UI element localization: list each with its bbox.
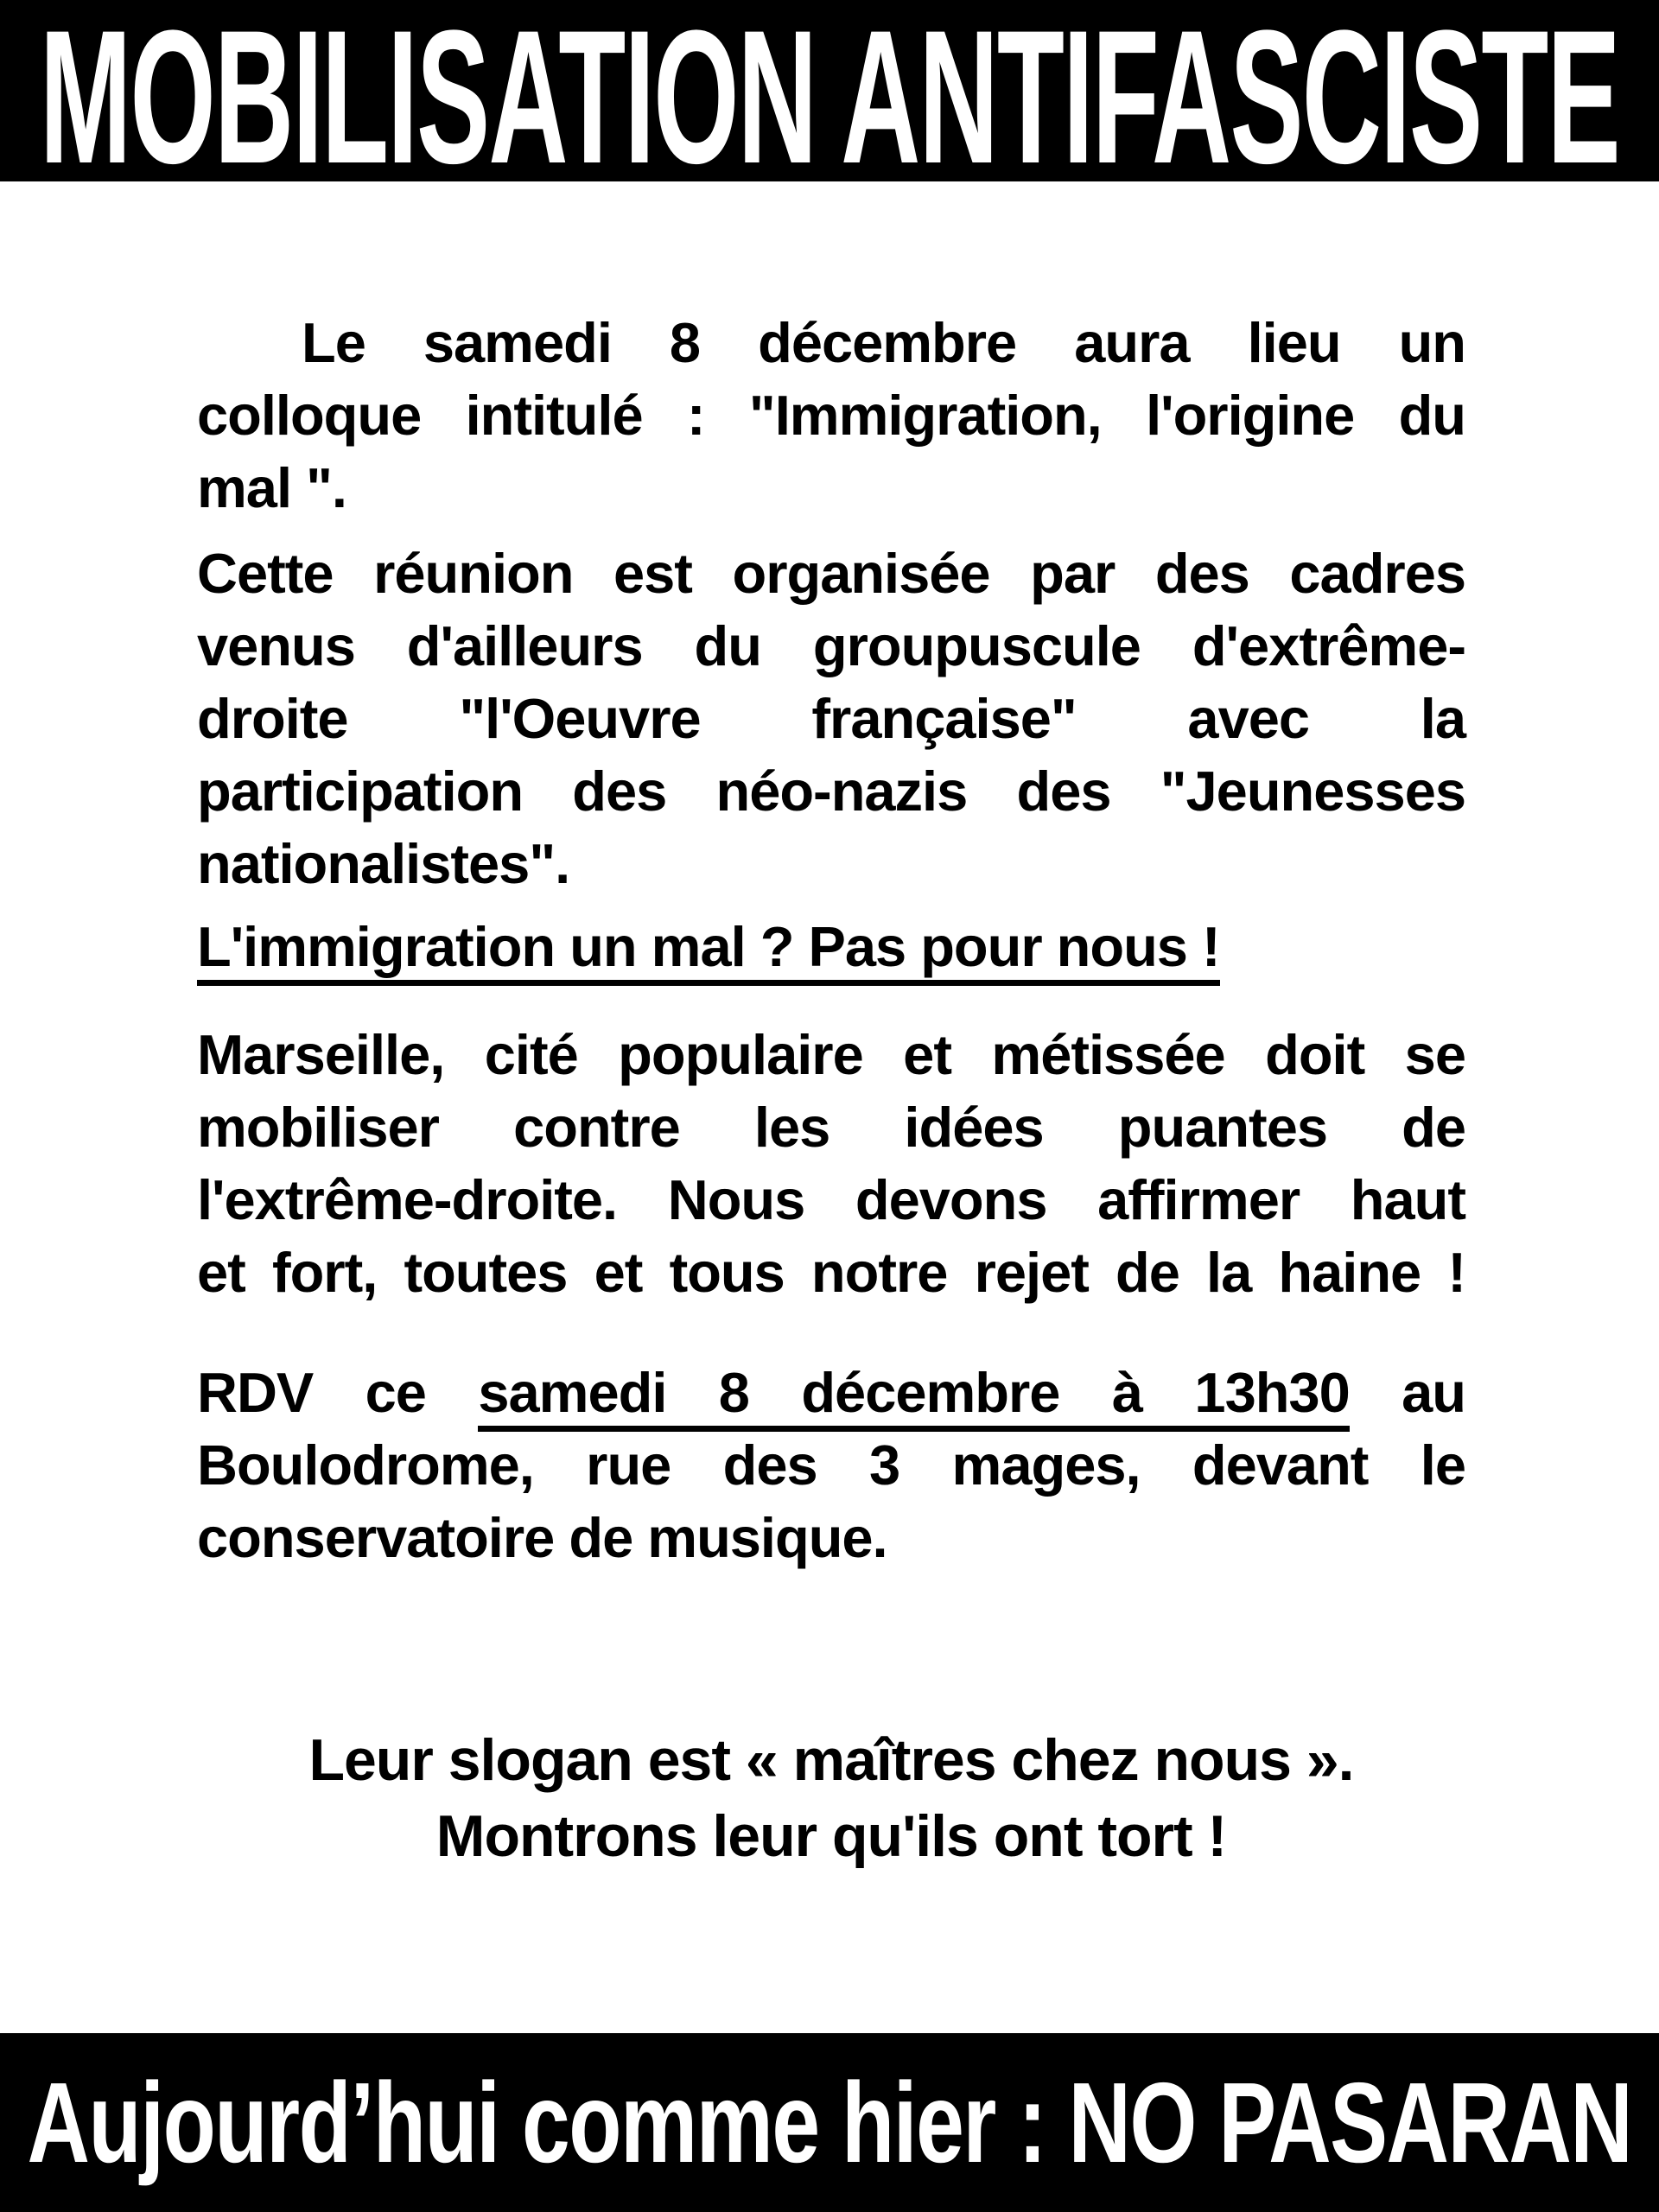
text-line — [197, 1357, 1465, 1429]
paragraph-heading — [197, 911, 1465, 983]
text-line — [197, 1236, 1465, 1309]
text-line — [197, 755, 1465, 828]
text-segment: participation des néo-nazis des "Jeunesses — [197, 760, 1465, 823]
text-line — [197, 1798, 1465, 1874]
text-line — [197, 452, 1465, 524]
paragraph-marseille — [197, 1019, 1465, 1309]
text-segment: mobiliser contre les idées puantes de — [197, 1096, 1465, 1159]
text-line — [197, 911, 1465, 983]
text-line — [197, 1019, 1465, 1091]
text-segment: conservatoire de musique. — [197, 1506, 887, 1569]
text-segment: Leur slogan est « maîtres chez nous ». — [308, 1727, 1354, 1793]
text-line — [197, 610, 1465, 683]
text-line — [197, 1502, 1465, 1574]
text-line — [197, 828, 1465, 900]
paragraph-intro — [197, 307, 1465, 524]
text-segment: Cette réunion est organisée par des cadres — [197, 542, 1465, 605]
header-banner-title: MOBILISATION ANTIFASCISTE — [39, 0, 1619, 181]
text-segment: Montrons leur qu'ils ont tort ! — [435, 1803, 1227, 1869]
text-line — [197, 307, 1465, 379]
text-segment: mal ". — [197, 456, 346, 519]
paragraph-organisers — [197, 537, 1465, 900]
text-segment: Boulodrome, rue des 3 mages, devant le — [197, 1433, 1465, 1497]
text-segment: droite "l'Oeuvre française" avec la — [197, 687, 1465, 750]
paragraph-rdv — [197, 1357, 1465, 1574]
text-line — [197, 1722, 1465, 1798]
text-line — [197, 683, 1465, 755]
text-segment: l'extrême-droite. Nous devons affirmer haut — [197, 1168, 1465, 1231]
underlined-text: L'immigration un mal ? Pas pour nous ! — [197, 915, 1220, 986]
text-line — [197, 537, 1465, 610]
text-segment: colloque intitulé : "Immigration, l'origine du — [197, 384, 1465, 447]
text-line — [197, 379, 1465, 452]
paragraph-slogan — [197, 1722, 1465, 1874]
text-segment: RDV ce — [197, 1361, 479, 1424]
underlined-text: samedi 8 décembre à 13h30 — [478, 1361, 1349, 1432]
text-segment: nationalistes". — [197, 832, 570, 895]
text-segment: Le samedi 8 décembre aura lieu un — [302, 311, 1465, 374]
footer-banner — [0, 2033, 1659, 2212]
text-segment: Marseille, cité populaire et métissée doit se — [197, 1023, 1465, 1086]
header-banner — [0, 0, 1659, 181]
footer-banner-slogan: Aujourd’hui comme hier : NO PASARAN — [27, 2059, 1632, 2186]
text-segment: au — [1349, 1361, 1466, 1424]
text-segment: et fort, toutes et tous notre rejet de la haine ! — [197, 1241, 1465, 1304]
text-line — [197, 1091, 1465, 1164]
text-segment: venus d'ailleurs du groupuscule d'extrême- — [197, 614, 1465, 677]
text-line — [197, 1164, 1465, 1236]
text-line — [197, 1429, 1465, 1502]
flyer-body — [197, 307, 1465, 1874]
